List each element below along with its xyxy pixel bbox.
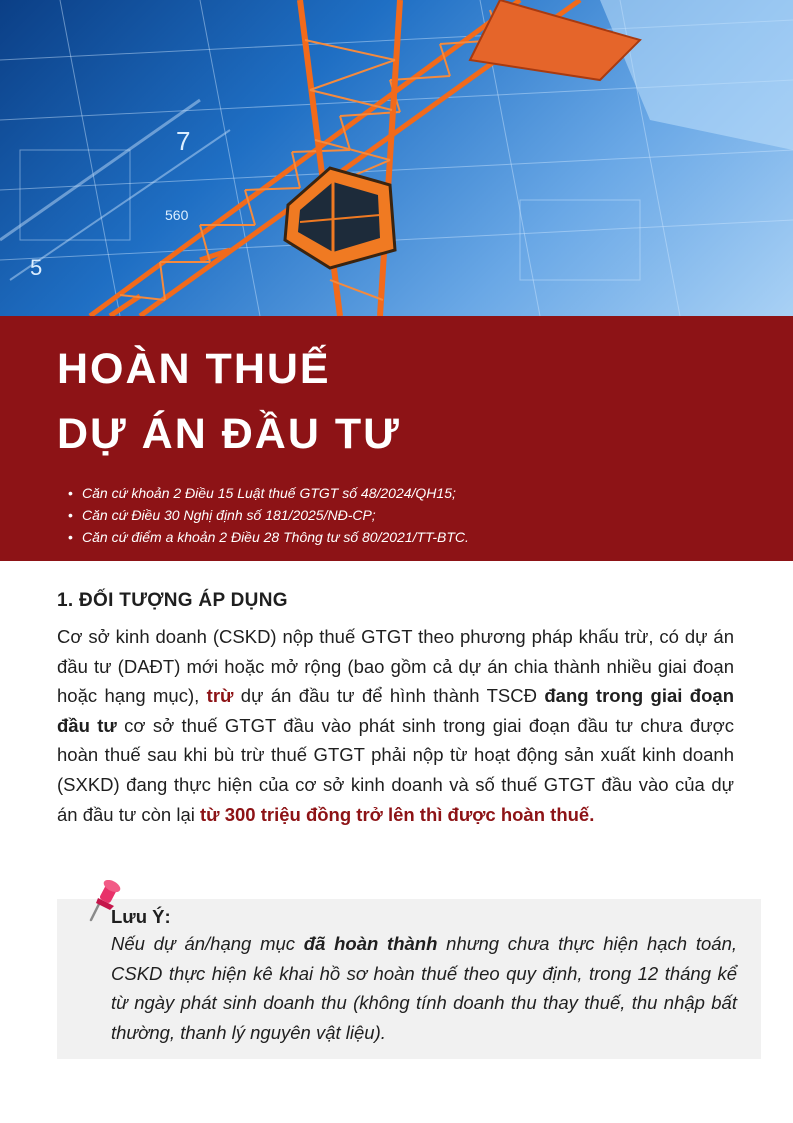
note-text-part: nhưng chưa thực hiện hạch toán, CSKD thực hiện kê khai hồ sơ hoàn thuế theo quy định, trong 12 tháng kể từ ngày phát sinh doanh thu (không tính doanh thu thay thuế, thu nhập bất thường, thanh lý nguyên vật liệu). — [111, 933, 737, 1043]
blueprint-number-7: 7 — [176, 126, 191, 156]
highlight-except: trừ — [206, 685, 234, 707]
page-title-line-2: DỰ ÁN ĐẦU TƯ — [57, 410, 401, 458]
legal-basis-item: • Căn cứ điểm a khoản 2 Điều 28 Thông tư số 80/2021/TT-BTC. — [68, 526, 469, 548]
hero-image — [0, 0, 793, 316]
legal-basis-item: • Căn cứ Điều 30 Nghị định số 181/2025/NĐ-CP; — [68, 504, 469, 526]
note-body — [111, 929, 737, 1047]
legal-basis-item: • Căn cứ khoản 2 Điều 15 Luật thuế GTGT số 48/2024/QH15; — [68, 482, 469, 504]
highlight-threshold: từ 300 triệu đồng trở lên thì được hoàn thuế. — [200, 803, 595, 825]
legal-basis-list — [68, 482, 469, 548]
note-highlight-completed: đã hoàn thành — [303, 933, 438, 954]
blueprint-number-5: 5 — [30, 255, 43, 280]
section-body — [57, 622, 734, 829]
blueprint-number-560: 560 — [165, 207, 189, 223]
note-title: Lưu Ý: — [111, 906, 171, 927]
note-text-part: Nếu dự án/hạng mục — [111, 933, 304, 954]
section-heading: 1. ĐỐI TƯỢNG ÁP DỤNG — [57, 590, 288, 611]
crane-blueprint-illustration — [0, 0, 793, 316]
body-text-part: dự án đầu tư để hình thành TSCĐ — [233, 685, 545, 707]
crane-cab — [285, 168, 395, 268]
body-text-part: Cơ sở kinh doanh (CSKD) nộp thuế GTGT theo phương pháp khấu trừ, có dự án đầu tư (DAĐT) mới hoặc mở rộng (bao gồm cả dự án chia thành nhiều giai đoạn hoặc hạng mục), — [57, 626, 734, 707]
highlight-investment-phase: đang trong giai đoạn đầu tư — [57, 685, 734, 736]
page-title-line-1: HOÀN THUẾ — [57, 345, 331, 393]
body-text-part: cơ sở thuế GTGT đầu vào phát sinh trong giai đoạn đầu tư chưa được hoàn thuế sau khi bù trừ thuế GTGT phải nộp từ hoạt động sản xuất kinh doanh (SXKD) đang thực hiện của cơ sở kinh doanh và số thuế GTGT đầu vào của dự án đầu tư còn lại — [57, 714, 734, 825]
